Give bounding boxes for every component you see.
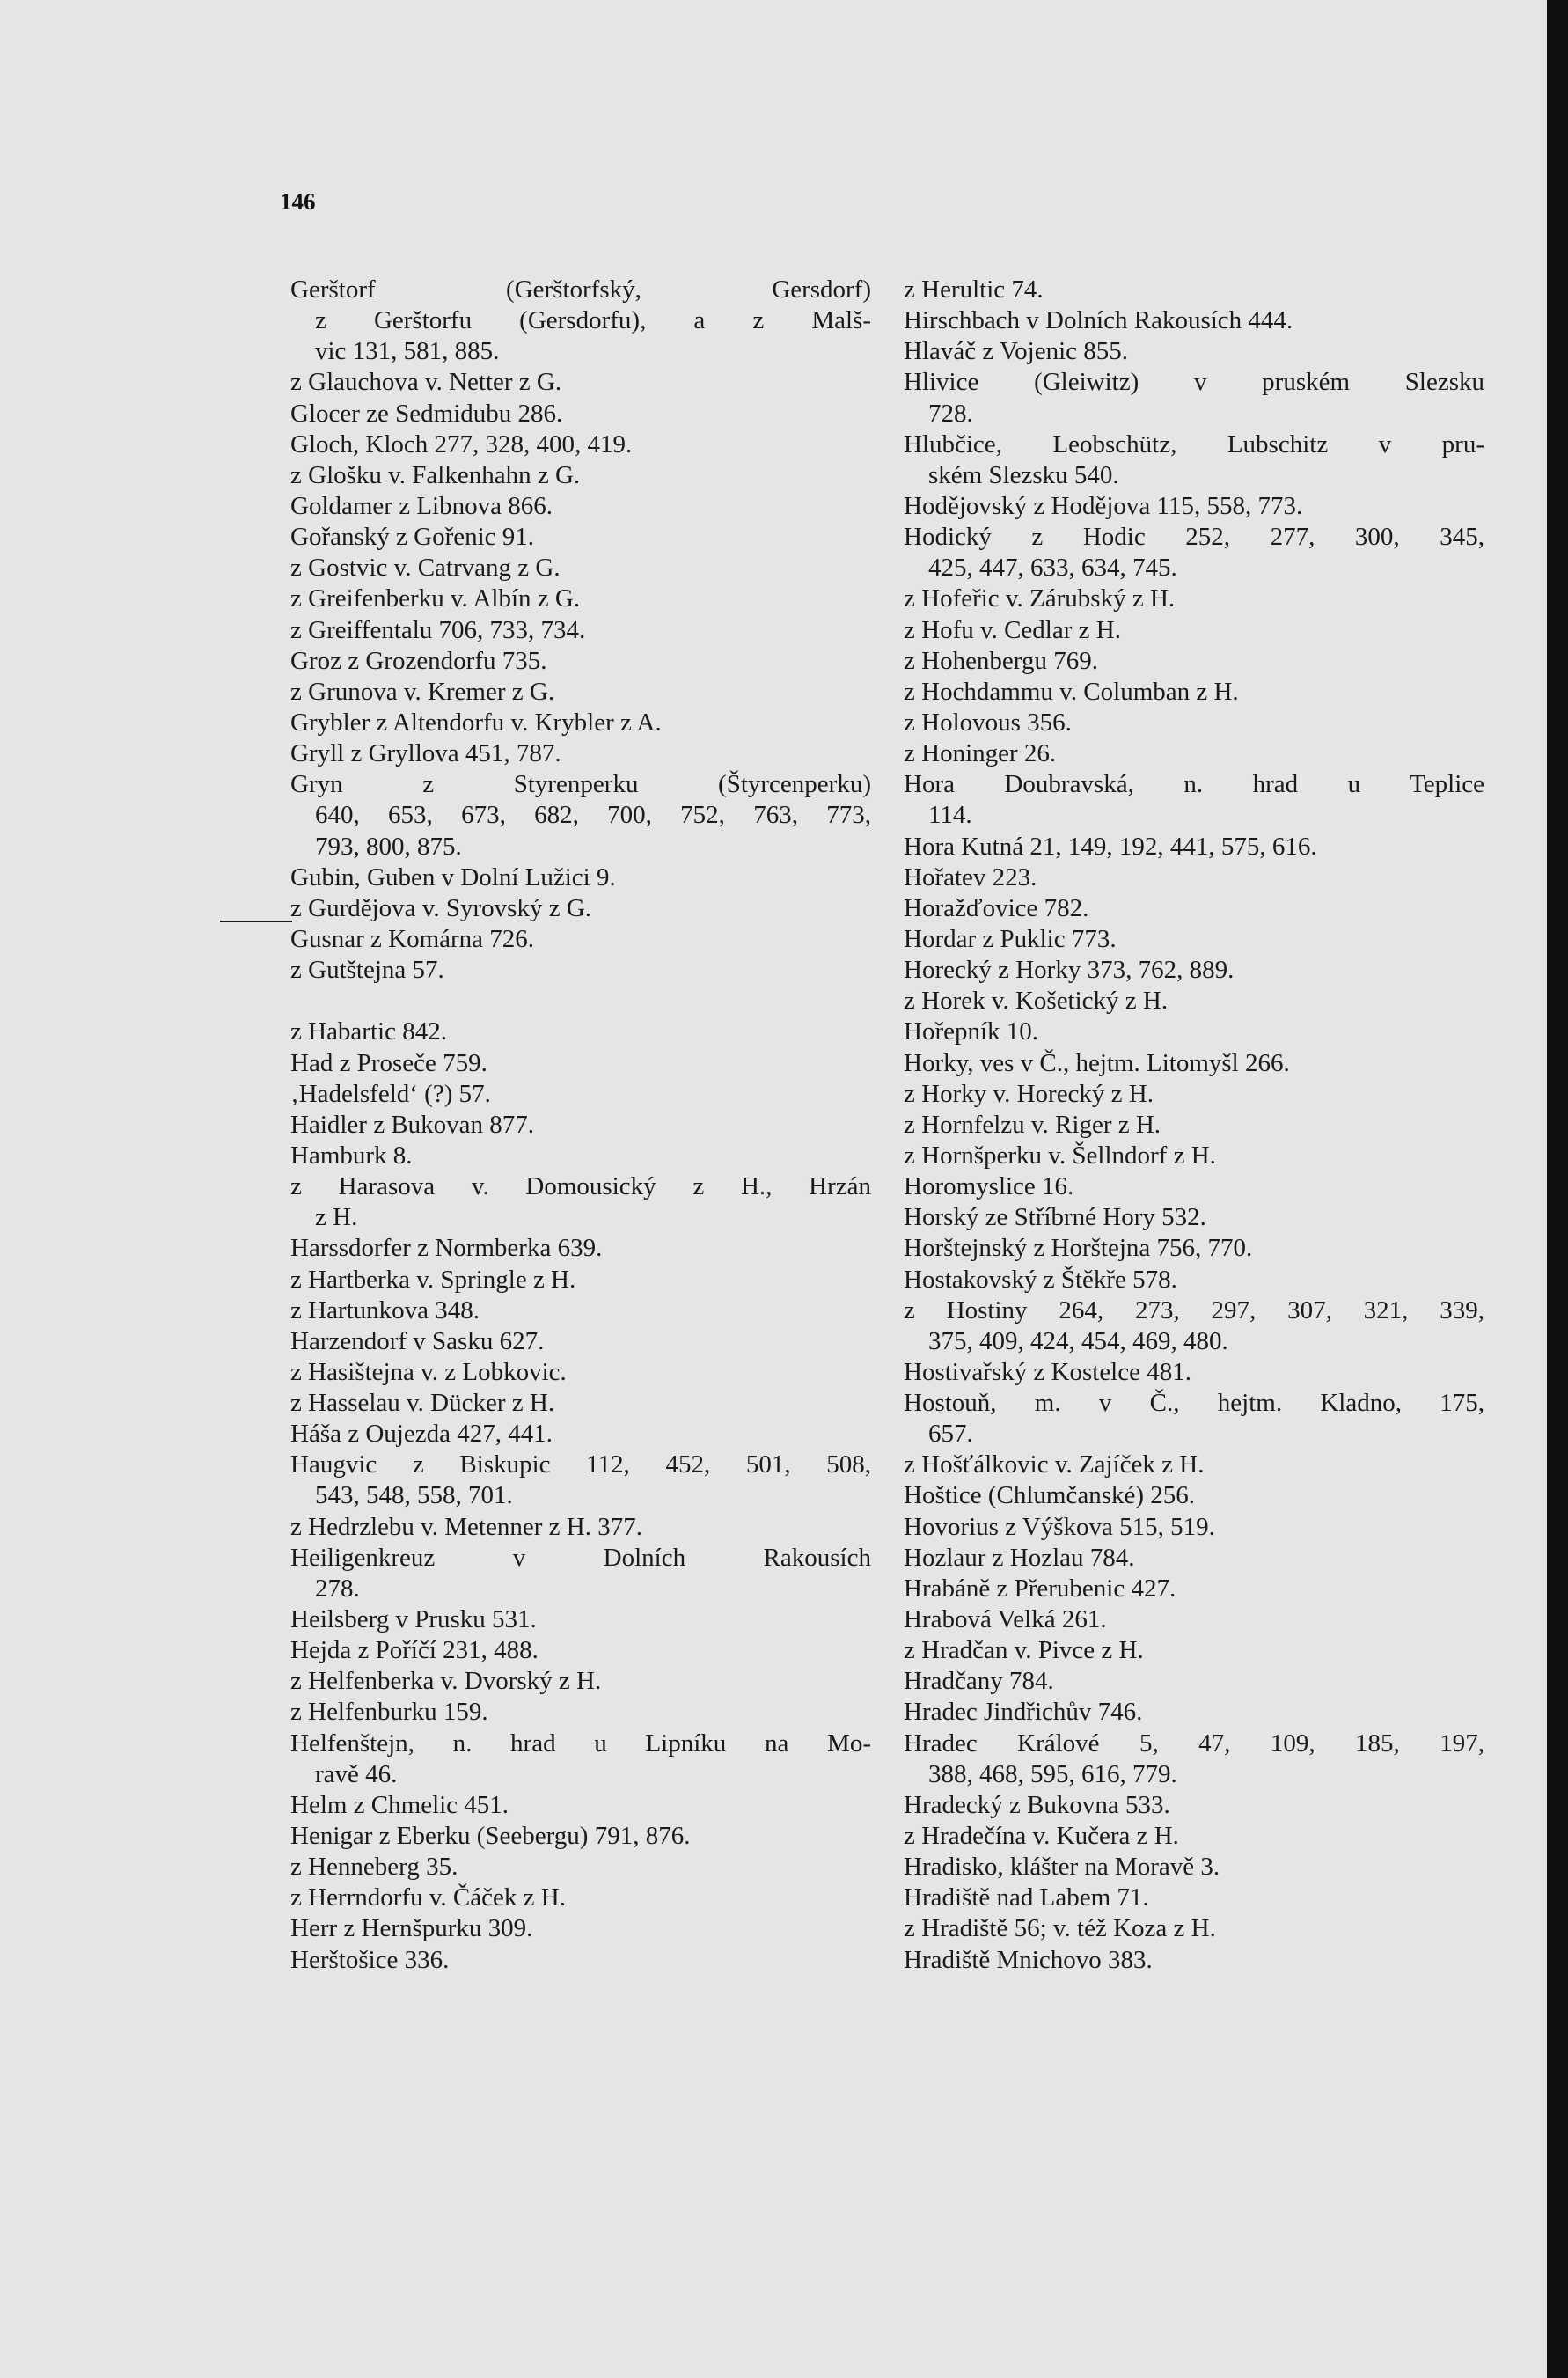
index-entry-line: z Hedrzlebu v. Metenner z H. 377. [290, 1512, 642, 1541]
index-entry-line: Horštejnský z Horštejna 756, 770. [904, 1234, 1253, 1263]
index-entry-line: z Herrndorfu v. Čáček z H. [290, 1883, 566, 1912]
scan-edge [1547, 0, 1568, 2378]
index-entry-line: z Hornfelzu v. Riger z H. [904, 1110, 1161, 1139]
index-entry-line: z Hornšperku v. Šellndorf z H. [904, 1141, 1216, 1170]
index-entry-line: 793, 800, 875. [315, 832, 462, 861]
index-entry-line: 278. [315, 1574, 360, 1603]
index-entry-line: z Habartic 842. [290, 1017, 447, 1046]
index-entry-line: Grybler z Altendorfu v. Krybler z A. [290, 708, 662, 737]
index-entry-line: Had z Proseče 759. [290, 1048, 487, 1077]
index-entry-line: Hradec Jindřichův 746. [904, 1698, 1143, 1727]
index-entry-line: z Herultic 74. [904, 275, 1044, 304]
index-entry-line: 425, 447, 633, 634, 745. [928, 554, 1177, 583]
index-entry-line: Helfenštejn, n. hrad u Lipníku na Mo- [290, 1728, 871, 1758]
index-entry-line: Hlubčice, Leobschütz, Lubschitz v pru- [904, 429, 1484, 459]
index-entry-line: Herštošice 336. [290, 1945, 450, 1974]
index-entry-line: Gloch, Kloch 277, 328, 400, 419. [290, 429, 633, 459]
index-entry-line: Háša z Oujezda 427, 441. [290, 1420, 553, 1449]
index-entry-line: 543, 548, 558, 701. [315, 1481, 513, 1510]
index-entry-line: z Hasselau v. Dücker z H. [290, 1389, 555, 1418]
index-entry-line: z H. [315, 1203, 358, 1232]
index-entry-line: Hirschbach v Dolních Rakousích 444. [904, 306, 1293, 335]
index-entry-line: Hlaváč z Vojenic 855. [904, 337, 1129, 366]
index-entry-line: Heilsberg v Prusku 531. [290, 1605, 537, 1634]
index-entry-line: 728. [928, 399, 973, 428]
index-entry-line: z Hradečína v. Kučera z H. [904, 1822, 1179, 1851]
index-entry-line: Hradčany 784. [904, 1667, 1054, 1696]
index-entry-line: z Hasištejna v. z Lobkovic. [290, 1357, 567, 1386]
index-entry-line: z Hradiště 56; v. též Koza z H. [904, 1914, 1216, 1943]
index-entry-line: Horecký z Horky 373, 762, 889. [904, 956, 1235, 985]
index-entry-line: z Glauchova v. Netter z G. [290, 368, 562, 397]
index-entry-line: z Hartunkova 348. [290, 1295, 480, 1325]
index-entry-line: 114. [928, 801, 972, 830]
index-entry-line: Hrabová Velká 261. [904, 1605, 1107, 1634]
index-entry-line: z Greiffentalu 706, 733, 734. [290, 615, 586, 644]
index-entry-line: z Gutštejna 57. [290, 956, 444, 985]
index-entry-line: z Hošťálkovic v. Zajíček z H. [904, 1450, 1205, 1479]
index-entry-line: Hamburk 8. [290, 1141, 413, 1170]
index-entry-line: Hradecký z Bukovna 533. [904, 1790, 1170, 1819]
index-entry-line: z Horky v. Horecký z H. [904, 1079, 1154, 1108]
index-entry-line: z Helfenburku 159. [290, 1698, 488, 1727]
index-entry-line: Hlivice (Gleiwitz) v pruském Slezsku [904, 368, 1484, 397]
index-entry-line: Hostakovský z Štěkře 578. [904, 1265, 1177, 1294]
index-column-right [904, 275, 1484, 1976]
index-entry-line: Haugvic z Biskupic 112, 452, 501, 508, [290, 1450, 871, 1479]
index-entry-line: Gryll z Gryllova 451, 787. [290, 739, 561, 768]
index-entry-line: Hora Kutná 21, 149, 192, 441, 575, 616. [904, 832, 1317, 861]
index-entry-line: z Hartberka v. Springle z H. [290, 1265, 576, 1294]
index-entry-line: z Gurdějova v. Syrovský z G. [290, 893, 592, 922]
index-entry-line: Gerštorf (Gerštorfský, Gersdorf) [290, 275, 871, 304]
index-entry-line: Gubin, Guben v Dolní Lužici 9. [290, 862, 616, 892]
index-entry-line: Hradisko, klášter na Moravě 3. [904, 1853, 1220, 1882]
index-entry-line: z Gerštorfu (Gersdorfu), a z Malš- [315, 306, 871, 335]
index-entry-line: z Horek v. Košetický z H. [904, 987, 1169, 1016]
index-entry-line: z Grunova v. Kremer z G. [290, 677, 555, 706]
index-entry-line: Hrabáně z Přerubenic 427. [904, 1574, 1176, 1603]
index-entry-line: 388, 468, 595, 616, 779. [928, 1759, 1177, 1788]
index-entry-line: Hostouň, m. v Č., hejtm. Kladno, 175, [904, 1389, 1484, 1418]
index-entry-line: Herr z Hernšpurku 309. [290, 1914, 533, 1943]
index-entry-line: z Hofeřic v. Zárubský z H. [904, 584, 1176, 613]
index-entry-line: vic 131, 581, 885. [315, 337, 500, 366]
index-entry-line: Hovorius z Výškova 515, 519. [904, 1512, 1215, 1541]
index-entry-line: 640, 653, 673, 682, 700, 752, 763, 773, [315, 801, 871, 830]
index-entry-line: z Hostiny 264, 273, 297, 307, 321, 339, [904, 1295, 1484, 1325]
index-entry-line: Hradec Králové 5, 47, 109, 185, 197, [904, 1728, 1484, 1758]
index-entry-line: z Harasova v. Domousický z H., Hrzán [290, 1172, 871, 1201]
index-entry-line: z Glošku v. Falkenhahn z G. [290, 460, 581, 489]
index-column-left [290, 275, 871, 1976]
index-entry-line: ‚Hadelsfeld‘ (?) 57. [290, 1079, 491, 1108]
index-entry-line: Glocer ze Sedmidubu 286. [290, 399, 563, 428]
index-entry-line: Hostivařský z Kostelce 481. [904, 1357, 1191, 1386]
index-entry-line: Hořepník 10. [904, 1017, 1039, 1046]
index-entry-line: Harzendorf v Sasku 627. [290, 1326, 545, 1355]
index-entry-line: 657. [928, 1420, 973, 1449]
index-entry-line: Heiligenkreuz v Dolních Rakousích [290, 1543, 871, 1572]
index-entry-line: Hodějovský z Hodějova 115, 558, 773. [904, 491, 1303, 520]
index-entry-line: Gořanský z Gořenic 91. [290, 523, 535, 552]
index-entry-line: z Hochdammu v. Columban z H. [904, 677, 1239, 706]
blank-line [290, 986, 871, 1017]
index-entry-line: z Henneberg 35. [290, 1853, 458, 1882]
index-entry-line: Harssdorfer z Normberka 639. [290, 1234, 603, 1263]
index-entry-line: z Gostvic v. Catrvang z G. [290, 554, 561, 583]
index-entry-line: Horky, ves v Č., hejtm. Litomyšl 266. [904, 1048, 1290, 1077]
index-entry-line: Horomyslice 16. [904, 1172, 1074, 1201]
index-entry-line: Groz z Grozendorfu 735. [290, 646, 547, 675]
index-entry-line: Hozlaur z Hozlau 784. [904, 1543, 1135, 1572]
index-entry-line: Hora Doubravská, n. hrad u Teplice [904, 770, 1484, 799]
index-entry-line: Goldamer z Libnova 866. [290, 491, 553, 520]
index-entry-line: Hořatev 223. [904, 862, 1037, 892]
page-number: 146 [280, 188, 316, 215]
index-entry-line: Haidler z Bukovan 877. [290, 1110, 535, 1139]
index-entry-line: Hoštice (Chlumčanské) 256. [904, 1481, 1196, 1510]
index-entry-line: z Hradčan v. Pivce z H. [904, 1636, 1144, 1665]
index-entry-line: Helm z Chmelic 451. [290, 1790, 509, 1819]
index-entry-line: z Greifenberku v. Albín z G. [290, 584, 581, 613]
margin-pencil-mark [220, 921, 292, 922]
index-entry-line: Hejda z Poříčí 231, 488. [290, 1636, 539, 1665]
index-entry-line: Hordar z Puklic 773. [904, 924, 1117, 953]
index-entry-line: Hradiště nad Labem 71. [904, 1883, 1149, 1912]
index-entry-line: Henigar z Eberku (Seebergu) 791, 876. [290, 1822, 691, 1851]
index-entry-line: Horažďovice 782. [904, 893, 1089, 922]
index-entry-line: z Hohenbergu 769. [904, 646, 1098, 675]
index-entry-line: Hradiště Mnichovo 383. [904, 1945, 1153, 1974]
index-entry-line: Gryn z Styrenperku (Štyrcenperku) [290, 770, 871, 799]
index-entry-line: z Hofu v. Cedlar z H. [904, 615, 1121, 644]
index-entry-line: ravě 46. [315, 1759, 398, 1788]
index-entry-line: z Holovous 356. [904, 708, 1072, 737]
index-entry-line: z Helfenberka v. Dvorský z H. [290, 1667, 602, 1696]
index-entry-line: z Honinger 26. [904, 739, 1057, 768]
index-entry-line: Horský ze Stříbrné Hory 532. [904, 1203, 1206, 1232]
index-entry-line: ském Slezsku 540. [928, 460, 1119, 489]
index-entry-line: 375, 409, 424, 454, 469, 480. [928, 1326, 1228, 1355]
index-entry-line: Gusnar z Komárna 726. [290, 924, 535, 953]
index-entry-line: Hodický z Hodic 252, 277, 300, 345, [904, 523, 1484, 552]
